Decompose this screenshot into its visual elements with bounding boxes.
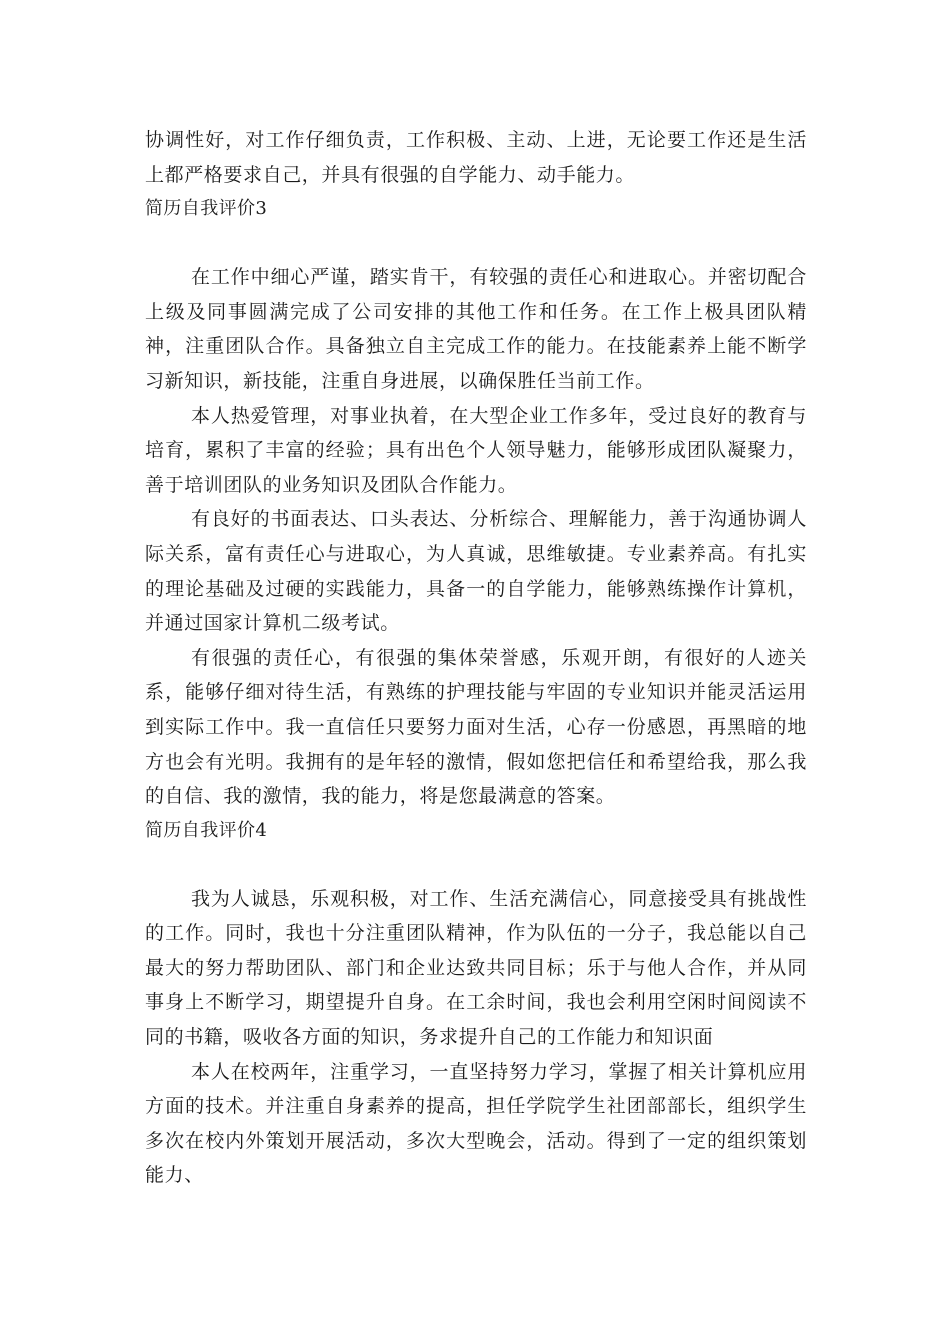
section-4-heading: 简历自我评价4 — [145, 819, 268, 841]
section-3-spacer — [145, 226, 807, 260]
section-3-paragraph-4: 有很强的责任心，有很强的集体荣誉感，乐观开朗，有很好的人迹关系，能够仔细对待生活，有熟练的护理技能与牢固的专业知识并能灵活运用到实际工作中。我一直信任只要努力面对生活，心存一份感恩，再黑暗的地方也会有光明。我拥有的是年轻的激情，假如您把信任和希望给我，那么我的自信、我的激情，我的能力，将是您最满意的答案。 — [145, 646, 807, 808]
document-page — [145, 123, 807, 1193]
section-4-paragraph-1: 我为人诚恳，乐观积极，对工作、生活充满信心，同意接受具有挑战性的工作。同时，我也十分注重团队精神，作为队伍的一分子，我总能以自己最大的努力帮助团队、部门和企业达致共同目标；乐于与他人合作，并从同事身上不断学习，期望提升自身。在工余时间，我也会利用空闲时间阅读不同的书籍，吸收各方面的知识，务求提升自己的工作能力和知识面 — [145, 887, 807, 1049]
section-3-heading: 简历自我评价3 — [145, 198, 268, 220]
intro-paragraph: 协调性好，对工作仔细负责，工作积极、主动、上进，无论要工作还是生活上都严格要求自己，并具有很强的自学能力、动手能力。 — [145, 129, 807, 186]
section-3-paragraph-2: 本人热爱管理，对事业执着，在大型企业工作多年，受过良好的教育与培育，累积了丰富的经验；具有出色个人领导魅力，能够形成团队凝聚力，善于培训团队的业务知识及团队合作能力。 — [145, 404, 807, 496]
section-4-spacer — [145, 848, 807, 882]
section-3-paragraph-1: 在工作中细心严谨，踏实肯干，有较强的责任心和进取心。并密切配合上级及同事圆满完成了公司安排的其他工作和任务。在工作上极具团队精神，注重团队合作。具备独立自主完成工作的能力。在技能素养上能不断学习新知识，新技能，注重自身进展，以确保胜任当前工作。 — [145, 266, 807, 392]
section-4-paragraph-2: 本人在校两年，注重学习，一直坚持努力学习，掌握了相关计算机应用方面的技术。并注重自身素养的提高，担任学院学生社团部部长，组织学生多次在校内外策划开展活动，多次大型晚会，活动。得到了一定的组织策划能力、 — [145, 1060, 807, 1187]
section-3-paragraph-3: 有良好的书面表达、口头表达、分析综合、理解能力，善于沟通协调人际关系，富有责任心与进取心，为人真诚，思维敏捷。专业素养高。有扎实的理论基础及过硬的实践能力，具备一的自学能力，能够熟练操作计算机，并通过国家计算机二级考试。 — [145, 508, 807, 635]
